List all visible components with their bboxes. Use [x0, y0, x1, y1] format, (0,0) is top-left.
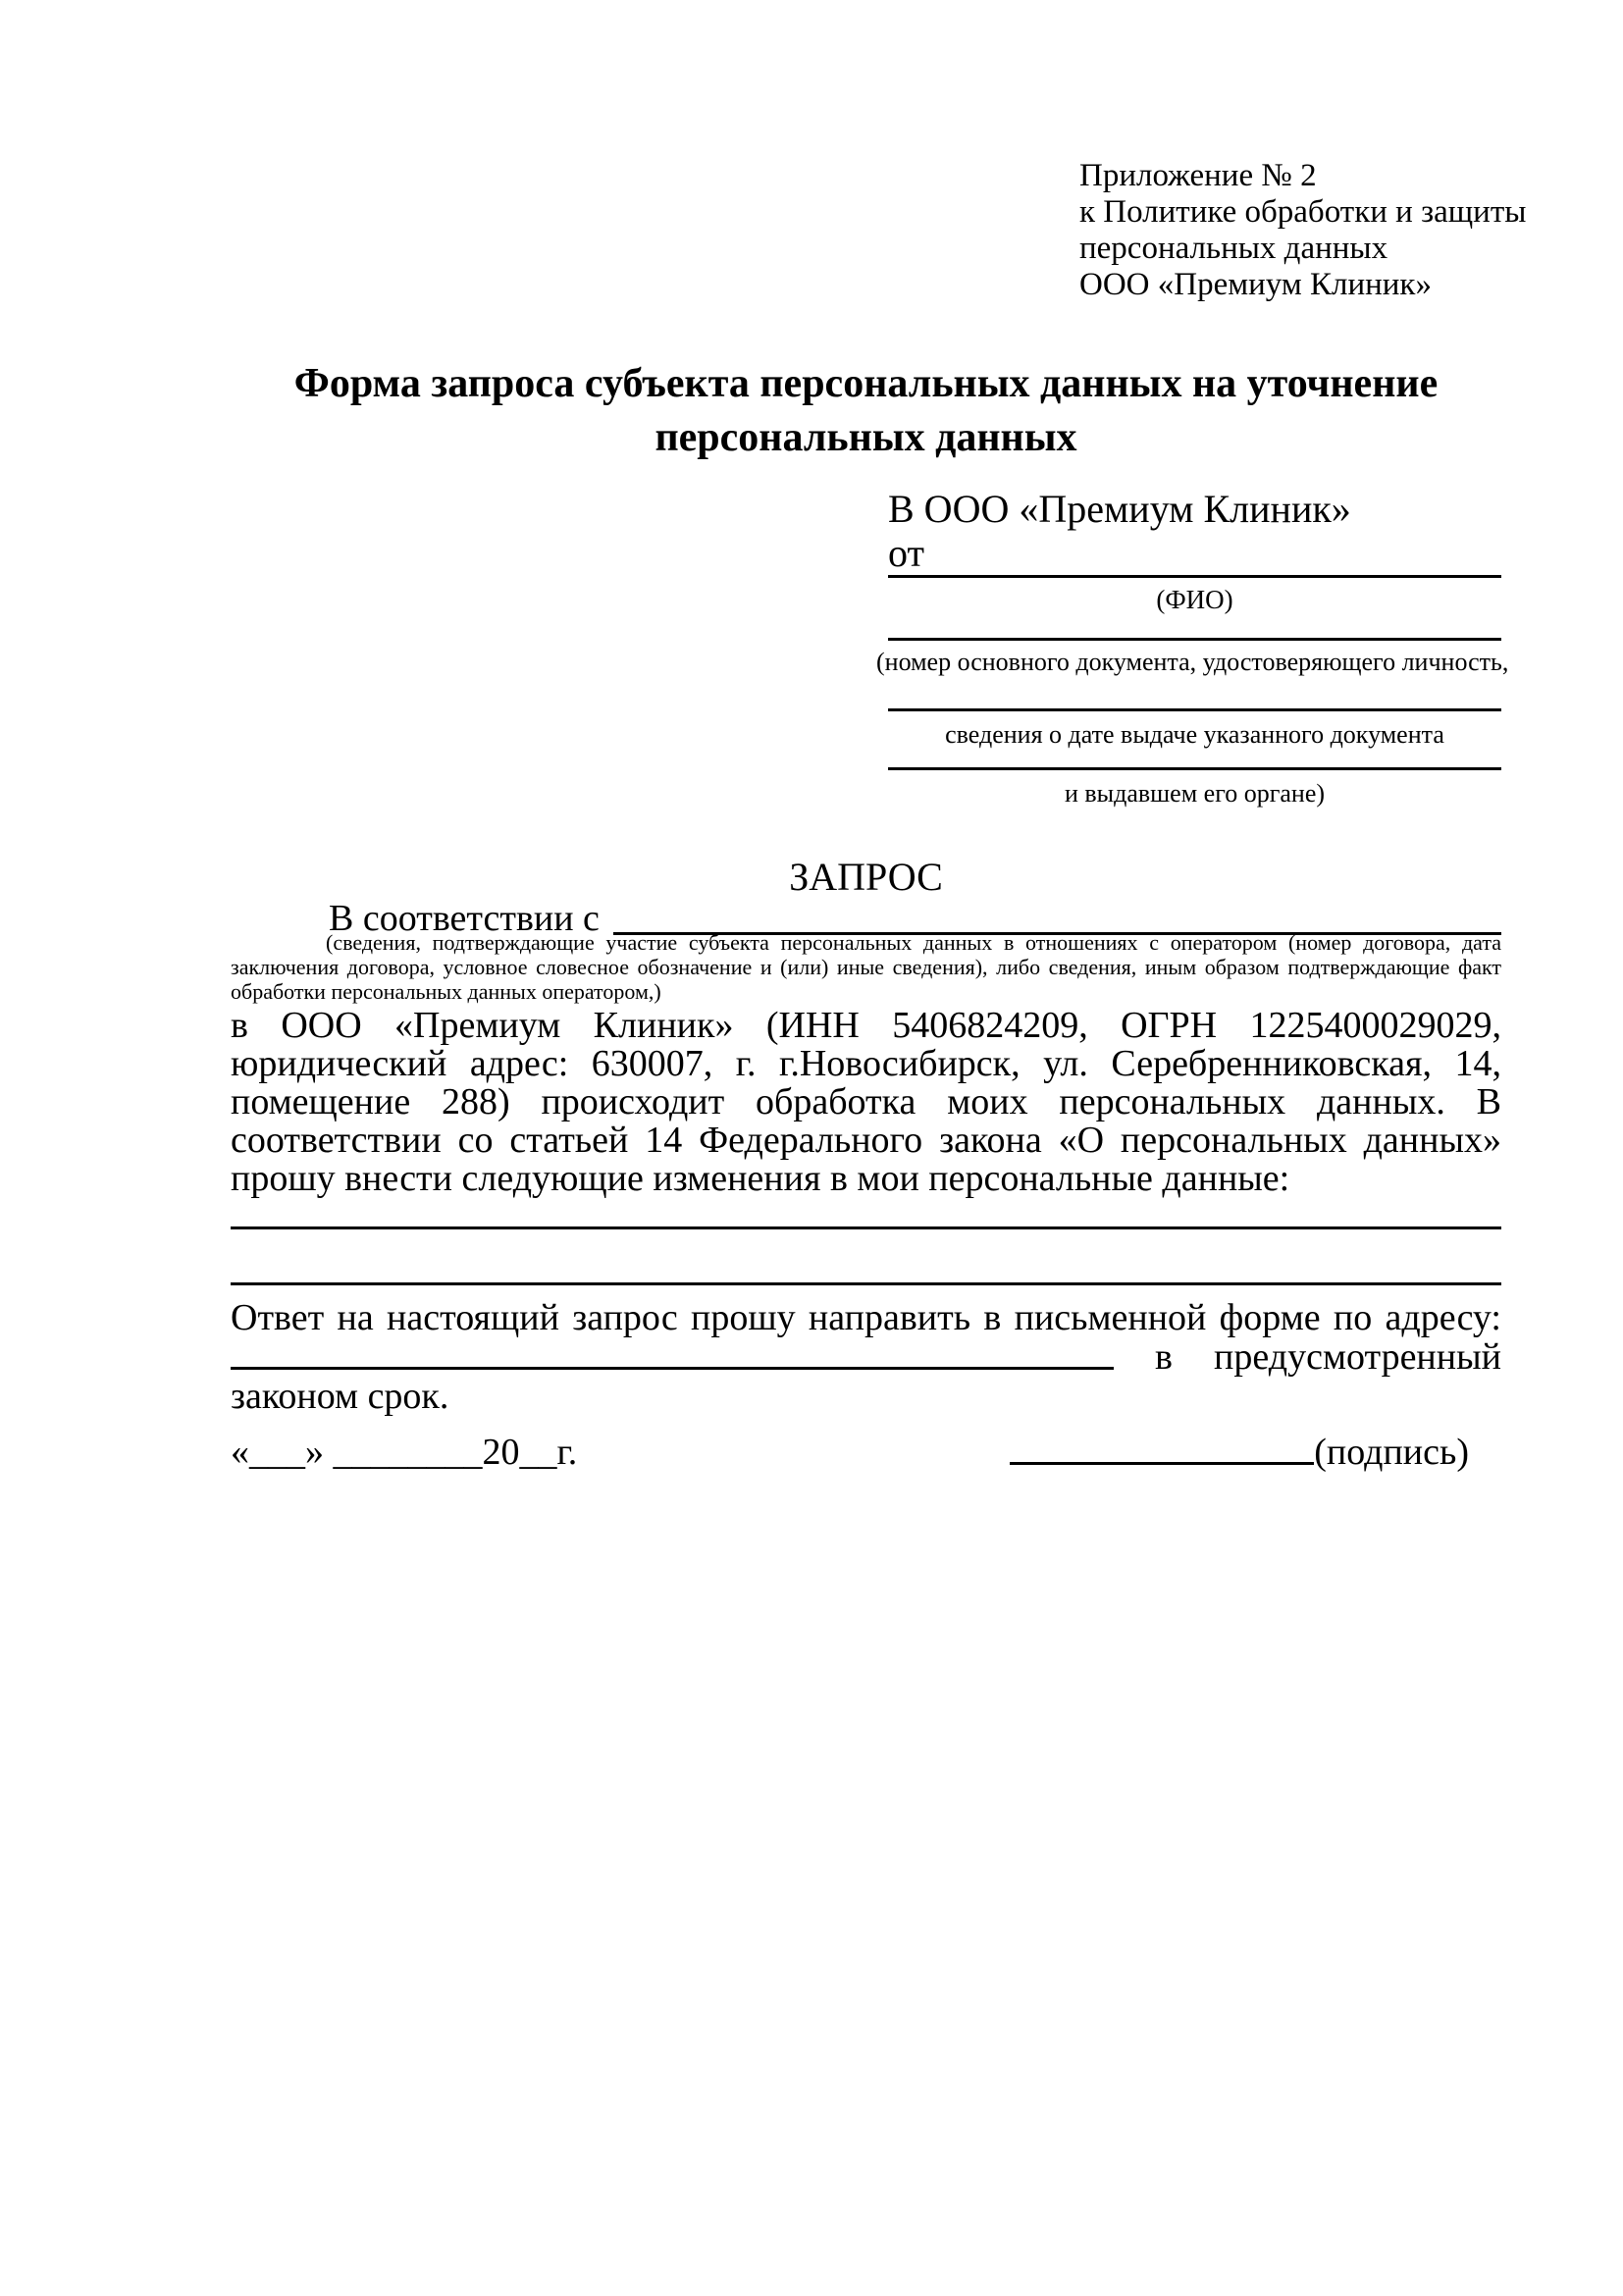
document-number-blank-line	[888, 638, 1501, 641]
answer-word-in: в	[1155, 1336, 1173, 1378]
page-title-line-2: персональных данных	[654, 415, 1077, 460]
answer-paragraph	[231, 1297, 1501, 1417]
signature-group	[1010, 1431, 1469, 1474]
changes-blank-line-1	[231, 1226, 1501, 1229]
date-fill-in: «___» ________20__г.	[231, 1432, 578, 1473]
document-number-caption: (номер основного документа, удостоверяющего личность,	[876, 648, 1509, 676]
request-heading: ЗАПРОС	[789, 855, 943, 899]
issuing-authority-blank-line	[888, 767, 1501, 770]
signature-caption: (подпись)	[1314, 1432, 1469, 1473]
signature-blank-line	[1010, 1462, 1314, 1465]
addressee-block	[876, 487, 1509, 808]
appendix-line: к Политике обработки и защиты	[1079, 194, 1527, 230]
accordance-note: (сведения, подтверждающие участие субъекта персональных данных в отношениях с оператором (номер договора, дата заключения договора, условное словесное обозначение и (или) иные сведения), либо сведения, иным образом подтверждающие факт обработки персональных данных оператором,)	[231, 930, 1501, 1004]
answer-address-row	[231, 1336, 1501, 1376]
changes-blank-line-2	[231, 1282, 1501, 1285]
footer-row	[231, 1431, 1501, 1474]
page-title	[231, 357, 1501, 465]
page-title-line-1: Форма запроса субъекта персональных данных на уточнение	[293, 361, 1439, 406]
answer-sentence: Ответ на настоящий запрос прошу направить в письменной форме по адресу:	[231, 1297, 1501, 1338]
addressee-from-label: от	[888, 531, 924, 575]
answer-word-term: предусмотренный	[1214, 1336, 1501, 1378]
appendix-block	[1079, 158, 1550, 303]
accordance-label: В соответствии с	[329, 898, 600, 939]
request-body-paragraph: в ООО «Премиум Клиник» (ИНН 5406824209, ОГРН 1225400029029, юридический адрес: 630007, г. г.Новосибирск, ул. Серебренниковская, 14, помещение 288) происходит обработка моих персональных данных. В соответствии со статьей 14 Федерального закона «О персональных данных» прошу внести следующие изменения в мои персональные данные:	[231, 1005, 1501, 1199]
document-date-blank-line	[888, 708, 1501, 711]
answer-tail: законом срок.	[231, 1376, 449, 1417]
addressee-organization: В ООО «Премиум Клиник»	[888, 487, 1351, 531]
appendix-line: Приложение № 2	[1079, 158, 1317, 193]
issuing-authority-caption: и выдавшем его органе)	[1064, 779, 1326, 808]
fio-blank-line	[888, 575, 1501, 578]
document-date-caption: сведения о дате выдаче указанного документа	[945, 720, 1444, 749]
fio-caption: (ФИО)	[1156, 585, 1233, 614]
appendix-line: ООО «Премиум Клиник»	[1079, 267, 1432, 302]
appendix-line: персональных данных	[1079, 231, 1388, 266]
address-blank-line	[231, 1367, 1114, 1370]
